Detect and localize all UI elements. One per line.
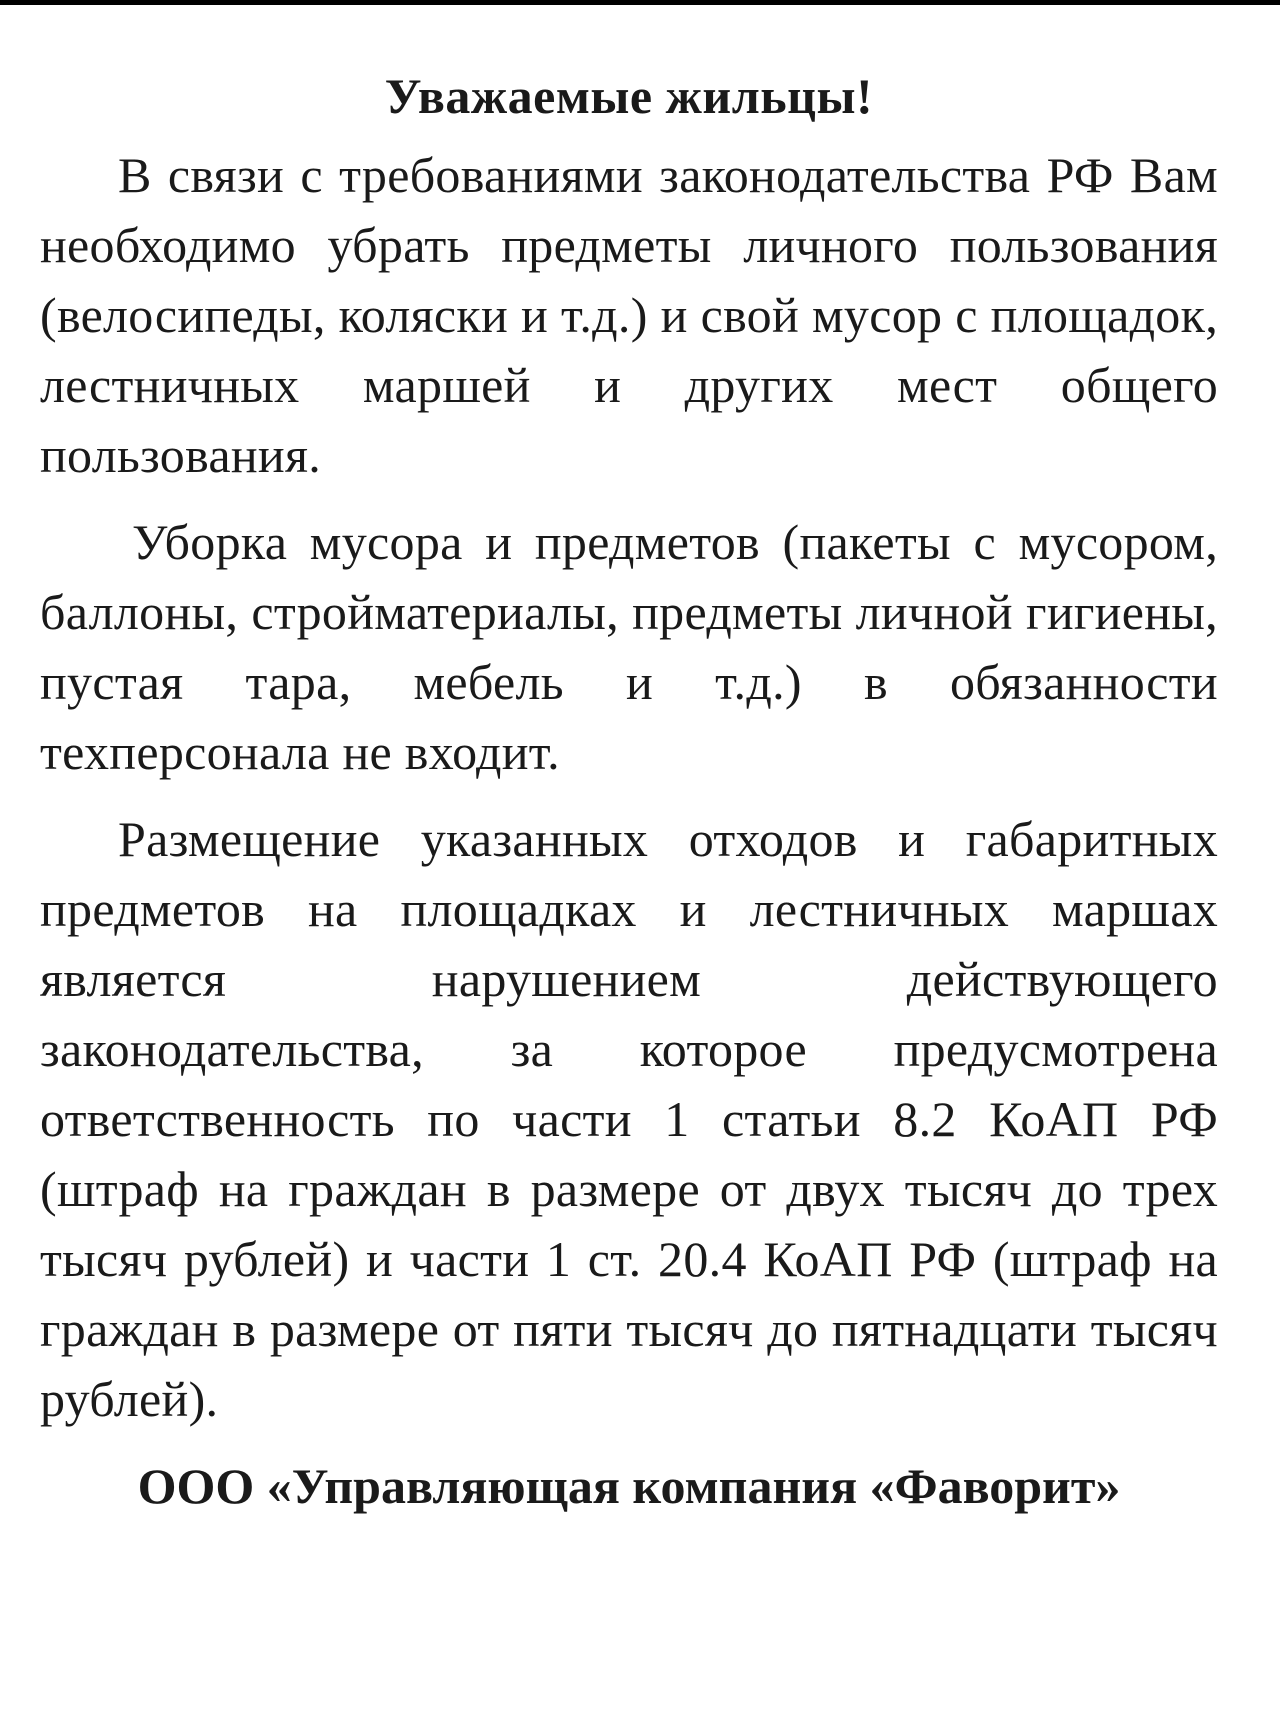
notice-signature: ООО «Управляющая компания «Фаворит»: [137, 1458, 1121, 1514]
notice-paragraph-cleaning: Уборка мусора и предметов (пакеты с мусором, баллоны, стройматериалы, предметы личной гигиены, пустая тара, мебель и т.д.) в обязанности техперсонала не входит.: [40, 514, 1218, 780]
notice-title: Уважаемые жильцы!: [384, 68, 874, 124]
notice-paragraph-requirement: В связи с требованиями законодательства РФ Вам необходимо убрать предметы личного пользования (велосипеды, коляски и т.д.) и свой мусор с площадок, лестничных маршей и других мест общего пользования.: [40, 147, 1218, 483]
top-border-line: [0, 0, 1280, 5]
notice-document: [40, 62, 1218, 1521]
notice-paragraph-penalty: Размещение указанных отходов и габаритных предметов на площадках и лестничных маршах является нарушением действующего законодательства, за которое предусмотрена ответственность по части 1 статьи 8.2 КоАП РФ (штраф на граждан в размере от двух тысяч до трех тысяч рублей) и части 1 ст. 20.4 КоАП РФ (штраф на граждан в размере от пяти тысяч до пятнадцати тысяч рублей).: [40, 811, 1218, 1427]
